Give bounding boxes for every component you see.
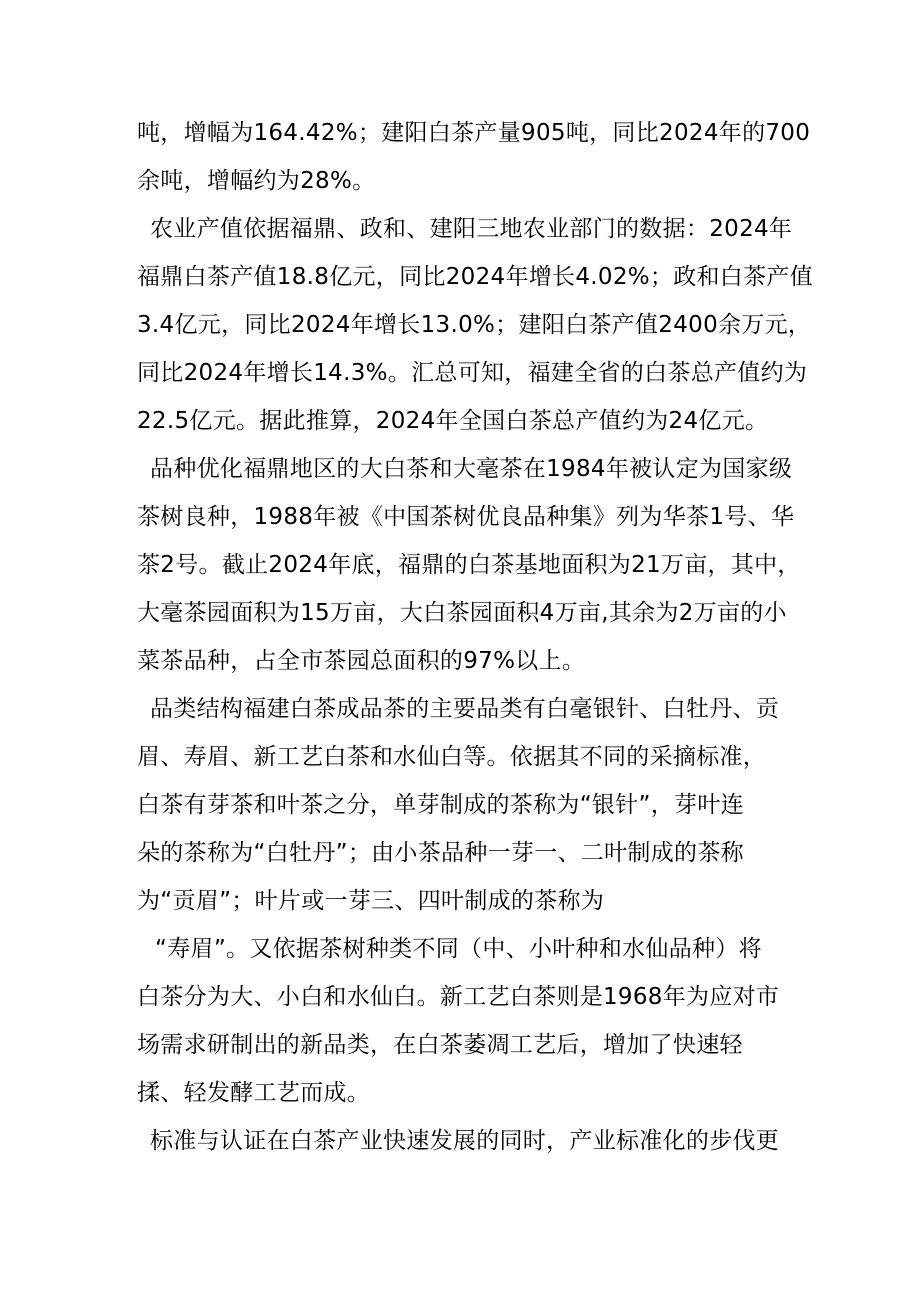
text-line: 白茶有芽茶和叶茶之分，单芽制成的茶称为“银针”，芽叶连 [137, 792, 744, 818]
text-line: 22.5亿元。据此推算，2024年全国白茶总产值约为24亿元。 [137, 408, 769, 434]
text-line: 茶树良种，1988年被《中国茶树优良品种集》列为华茶1号、华 [137, 504, 795, 530]
text-line: 3.4亿元，同比2024年增长13.0%；建阳白茶产值2400余万元， [137, 312, 812, 338]
paragraph-start-category-structure: 品类结构福建白茶成品茶的主要品类有白毫银针、白牡丹、贡 [150, 696, 780, 722]
text-line: 眉、寿眉、新工艺白茶和水仙白等。依据其不同的采摘标准， [137, 744, 767, 770]
text-line: 白茶分为大、小白和水仙白。新工艺白茶则是1968年为应对市 [137, 984, 780, 1010]
text-line: 茶2号。截止2024年底，福鼎的白茶基地面积为21万亩，其中， [137, 552, 801, 578]
text-line: 菜茶品种，占全市茶园总面积的97%以上。 [137, 648, 586, 674]
text-line: 吨，增幅为164.42%；建阳白茶产量905吨，同比2024年的700 [137, 120, 811, 146]
text-line: 余吨，增幅约为28%。 [137, 168, 376, 194]
text-line: 福鼎白茶产值18.8亿元，同比2024年增长4.02%；政和白茶产值 [137, 264, 814, 290]
text-line: “寿眉”。又依据茶树种类不同（中、小叶种和水仙品种）将 [155, 936, 762, 962]
paragraph-start-standards-certification: 标准与认证在白茶产业快速发展的同时，产业标准化的步伐更 [150, 1128, 780, 1154]
text-line: 朵的茶称为“白牡丹”；由小茶品种一芽一、二叶制成的茶称 [137, 840, 744, 866]
text-line: 大毫茶园面积为15万亩，大白茶园面积4万亩,其余为2万亩的小 [137, 600, 787, 626]
text-line: 同比2024年增长14.3%。汇总可知，福建全省的白茶总产值约为 [137, 360, 808, 386]
paragraph-start-agricultural-output: 农业产值依据福鼎、政和、建阳三地农业部门的数据：2024年 [150, 216, 793, 242]
paragraph-start-variety-optimization: 品种优化福鼎地区的大白茶和大毫茶在1984年被认定为国家级 [150, 456, 793, 482]
text-line: 揉、轻发酵工艺而成。 [137, 1080, 370, 1106]
text-line: 场需求研制出的新品类，在白茶萎凋工艺后，增加了快速轻 [137, 1032, 743, 1058]
text-line: 为“贡眉”；叶片或一芽三、四叶制成的茶称为 [137, 888, 605, 914]
